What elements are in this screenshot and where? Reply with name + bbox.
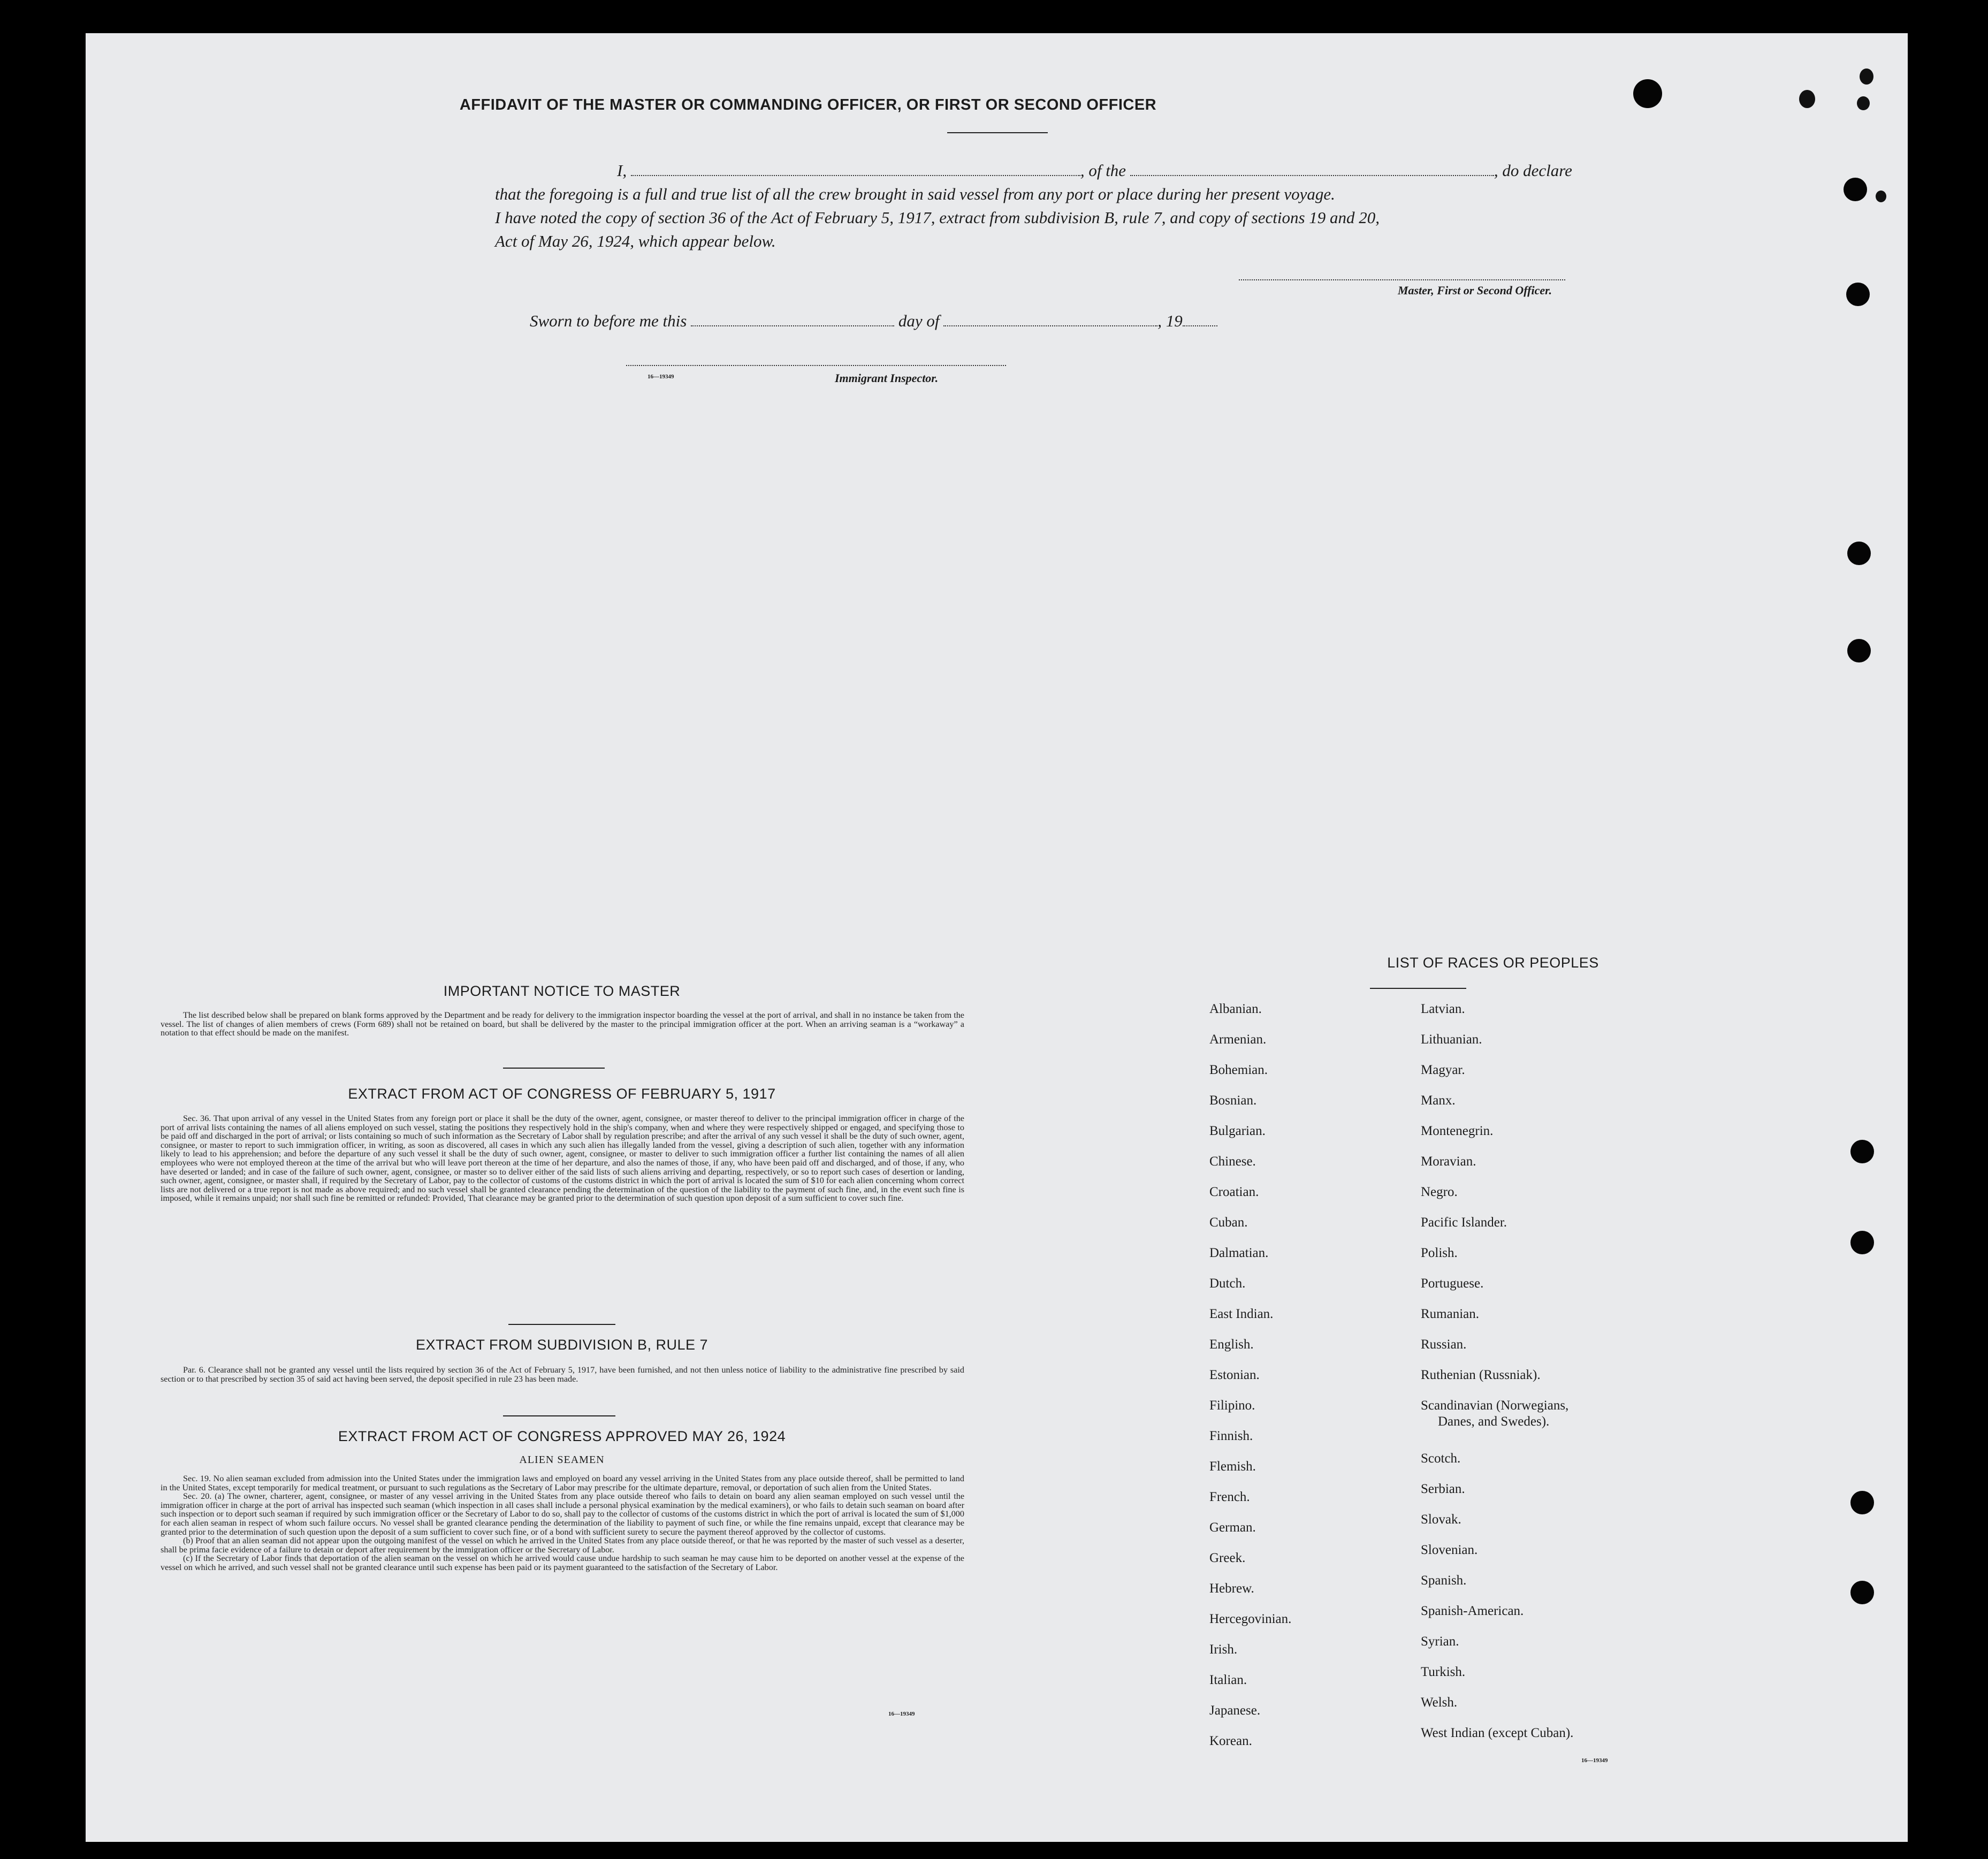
rule-7-body [161,1366,964,1383]
vessel-name-field[interactable] [1130,162,1494,176]
form-number-right: 16—19349 [1581,1757,1608,1764]
rule-7-paragraph: Par. 6. Clearance shall not be granted any vessel until the lists required by section 36 of the Act of February 5, 1917, have been furnished, and not then unless notice of liability to the administrative fine prescribed by said section or to that prescribed by section 35 of said act having been served, the deposit specified in rule 23 has been made. [161,1365,964,1384]
binder-hole [1850,1581,1874,1604]
race-item: Albanian. [1209,1002,1262,1016]
race-item: Magyar. [1421,1063,1465,1077]
act-1917-section-36: Sec. 36. That upon arrival of any vessel in the United States from any foreign port or place it shall be the duty of the owner, agent, consignee, or master thereof to deliver to the principal immigration officer in charge of the port of arrival lists containing the names of all aliens employed on such vessel, stating the positions they respectively hold in the ship's company, when and where they were respectively shipped or engaged, and specifying those to be paid off and discharged in the port of arrival; or lists containing so much of such information as the Secretary of Labor shall by regulation prescribe; and after the arrival of any such vessel it shall be the duty of such owner, agent, consignee, or master to report to such immigration officer, in writing, as soon as discovered, all cases in which any such alien has illegally landed from the vessel, giving a description of such alien, together with any information likely to lead to his apprehension; and before the departure of any such vessel it shall be the duty of such owner, agent, consignee, or master to deliver to such immigration officer a further list containing the names of all alien employees who were not employed thereon at the time of the arrival but who will leave port thereon at the time of her departure, and also the names of those, if any, who have been paid off and discharged, and of those, if any, who have deserted or landed; and in case of the failure of such owner, agent, consignee, or master so to deliver either of the said lists of such aliens arriving and departing, respectively, or so to report such cases of desertion or landing, such owner, agent, consignee, or master shall, if required by the Secretary of Labor, pay to the collector of customs of the customs district in which the port of arrival is located the sum of $10 for each alien concerning whom correct lists are not delivered or a true report is not made as above required; and no such vessel shall be granted clearance pending the determination of the question of the liability to the payment of such fine, and, in the event such fine is imposed, while it remains unpaid; nor shall such fine be remitted or refunded: Provided, That clearance may be granted prior to the determination of such question upon deposit of a sum sufficient to cover such fine. [161,1114,964,1203]
statement-line-2: that the foregoing is a full and true list of all the crew brought in said vessel from any port or place during her present voyage. [495,185,1335,203]
race-item: Latvian. [1421,1002,1465,1016]
divider-2 [508,1324,615,1325]
race-item: Estonian. [1209,1368,1260,1382]
scan-speck [1799,90,1815,108]
race-item: Scandinavian (Norwegians, [1421,1398,1569,1413]
race-item: Finnish. [1209,1429,1253,1443]
race-item: Spanish-American. [1421,1604,1524,1618]
scan-speck [1860,68,1873,85]
race-item: Bosnian. [1209,1093,1257,1108]
binder-hole [1850,1140,1874,1163]
act-1924-title: EXTRACT FROM ACT OF CONGRESS APPROVED MAY 26, 1924 [338,1428,786,1444]
inspector-signature-line[interactable] [626,365,1006,366]
race-item: Spanish. [1421,1573,1467,1588]
race-item: Rumanian. [1421,1307,1480,1321]
race-item: West Indian (except Cuban). [1421,1726,1574,1740]
act-1917-body [161,1114,964,1203]
scan-speck [1876,191,1886,202]
binder-hole [1844,178,1867,201]
notice-title: IMPORTANT NOTICE TO MASTER [443,983,681,999]
race-item: Croatian. [1209,1185,1259,1199]
binder-hole [1850,1491,1874,1514]
act-1924-section-19: Sec. 19. No alien seaman excluded from admission into the United States under the immigration laws and employed on board any vessel arriving in the United States from any place outside thereof, shall be permitted to land in the United States, except temporarily for medical treatment, or pursuant to such regulations as the Secretary of Labor may prescribe for the ultimate departure, removal, or deportation of such alien from the United States. [161,1474,964,1492]
affidavit-statement [495,159,1572,253]
act-1924-section-20c: (c) If the Secretary of Labor finds that deportation of the alien seaman on the vessel on which he arrived would cause undue hardship to such seaman he may cause him to be deported on another vessel at the expense of the vessel on which he arrived, and such vessel shall not be granted clearance until such expense has been paid or its payment guaranteed to the satisfaction of the Secretary of Labor. [161,1553,964,1572]
statement-line-3: I have noted the copy of section 36 of the Act of February 5, 1917, extract from subdivision B, rule 7, and copy of sections 19 and 20, [495,208,1380,227]
race-item: Lithuanian. [1421,1032,1482,1047]
race-item: Negro. [1421,1185,1458,1199]
declare-label: , do declare [1494,161,1572,180]
race-item: Flemish. [1209,1459,1256,1474]
act-1924-body [161,1474,964,1572]
race-item: Manx. [1421,1093,1456,1108]
inspector-caption: Immigrant Inspector. [835,371,939,385]
race-item: Ruthenian (Russniak). [1421,1368,1541,1382]
binder-hole [1847,639,1871,662]
rule-7-title: EXTRACT FROM SUBDIVISION B, RULE 7 [415,1337,709,1353]
races-title: LIST OF RACES OR PEOPLES [1387,955,1599,971]
form-number-top: 16—19349 [648,374,674,380]
race-item: Irish. [1209,1642,1238,1657]
race-item: Dutch. [1209,1276,1246,1291]
officer-signature-caption: Master, First or Second Officer. [1397,284,1552,297]
race-item: Portuguese. [1421,1276,1484,1291]
form-page [86,33,1908,1842]
race-item: Moravian. [1421,1154,1476,1169]
of-the-label: , of the [1080,161,1126,180]
race-item: Slovak. [1421,1512,1461,1527]
race-item: Slovenian. [1421,1543,1478,1557]
race-item: Polish. [1421,1246,1458,1260]
year-prefix: , 19 [1157,311,1183,330]
scan-speck [1857,96,1870,110]
act-1924-section-20a: Sec. 20. (a) The owner, charterer, agent, consignee, or master of any vessel arriving in the United States from any place outside thereof who fails to detain on board any alien seaman employed on such vessel until the immigration officer in charge at the port of arrival has inspected such seaman (which inspection in all cases shall include a personal physical examination by the medical examiners), or who fails to detain such seaman on board after such inspection or to deport such seaman if required by such immigration officer or the Secretary of Labor to do so, shall pay to the collector of customs of the customs district in which the port of arrival is located the sum of $1,000 for each alien seaman in respect of whom such failure occurs. No vessel shall be granted clearance pending the determination of the liability to payment of such fine, or while the fine remains unpaid, except that clearance may be granted prior to the determination of such question upon the deposit of a sum sufficient to cover such fine, or of a bond with sufficient surety to secure the payment thereof approved by the collector of customs. [161,1491,964,1537]
race-item: East Indian. [1209,1307,1274,1321]
declaration-line [617,159,1572,182]
sworn-prefix: Sworn to before me this [530,311,687,330]
race-item: Greek. [1209,1551,1246,1565]
race-item: Montenegrin. [1421,1124,1494,1138]
alien-seamen-subtitle: ALIEN SEAMEN [519,1454,605,1466]
declarant-name-field[interactable] [631,162,1080,176]
notice-paragraph: The list described below shall be prepared on blank forms approved by the Department and be ready for delivery to the immigration inspector boarding the vessel at the port of arrival, and shall in no instance be taken from the vessel. The list of changes of alien members of crews (Form 689) shall not be retained on board, but shall be delivered by the master to the principal immigration officer at the port. When an arriving seaman is a “workaway” a notation to that effect should be made on the manifest. [161,1010,964,1038]
race-item: Bulgarian. [1209,1124,1266,1138]
race-item: Italian. [1209,1673,1247,1687]
race-item: English. [1209,1337,1254,1352]
affidavit-title: AFFIDAVIT OF THE MASTER OR COMMANDING OFFICER, OR FIRST OR SECOND OFFICER [459,96,1157,113]
race-item: Danes, and Swedes). [1438,1414,1550,1429]
title-underline [947,132,1048,133]
race-item: Syrian. [1421,1634,1459,1649]
races-underline [1370,988,1466,989]
binder-hole [1847,542,1871,565]
race-item: Filipino. [1209,1398,1255,1413]
race-item: Welsh. [1421,1695,1458,1710]
race-item: German. [1209,1520,1256,1535]
sworn-month-field[interactable] [943,313,1157,326]
form-number-left: 16—19349 [888,1711,915,1717]
race-item: Bohemian. [1209,1063,1268,1077]
notice-body [161,1011,964,1038]
race-item: Japanese. [1209,1703,1261,1718]
sworn-day-field[interactable] [691,313,894,326]
race-item: Pacific Islander. [1421,1215,1507,1230]
race-item: Turkish. [1421,1665,1466,1679]
act-1924-section-20b: (b) Proof that an alien seaman did not appear upon the outgoing manifest of the vessel on which he arrived in the United States from any place outside thereof, or that he was reported by the master of such vessel as a deserter, shall be prima facie evidence of a failure to detain or deport after requirement by the immigration officer or the Secretary of Labor. [161,1536,964,1555]
binder-hole [1850,1231,1874,1254]
officer-signature-line[interactable] [1239,279,1565,280]
race-item: Hebrew. [1209,1581,1254,1596]
binder-hole [1633,79,1662,108]
day-of-label: day of [898,311,940,330]
race-item: Dalmatian. [1209,1246,1269,1260]
race-item: Chinese. [1209,1154,1256,1169]
race-item: Russian. [1421,1337,1467,1352]
divider-3 [503,1415,615,1416]
act-1917-title: EXTRACT FROM ACT OF CONGRESS OF FEBRUARY 5, 1917 [348,1086,776,1102]
binder-hole [1846,283,1870,306]
race-item: Serbian. [1421,1482,1465,1496]
race-item: French. [1209,1490,1250,1504]
statement-line-4: Act of May 26, 1924, which appear below. [495,232,776,250]
race-item: Hercegovinian. [1209,1612,1292,1626]
race-item: Korean. [1209,1734,1252,1748]
divider-1 [503,1068,605,1069]
sworn-year-field[interactable] [1183,313,1217,326]
race-item: Scotch. [1421,1451,1461,1466]
race-item: Cuban. [1209,1215,1248,1230]
sworn-line [530,311,1217,331]
race-item: Armenian. [1209,1032,1267,1047]
declarant-prefix: I, [617,161,627,180]
